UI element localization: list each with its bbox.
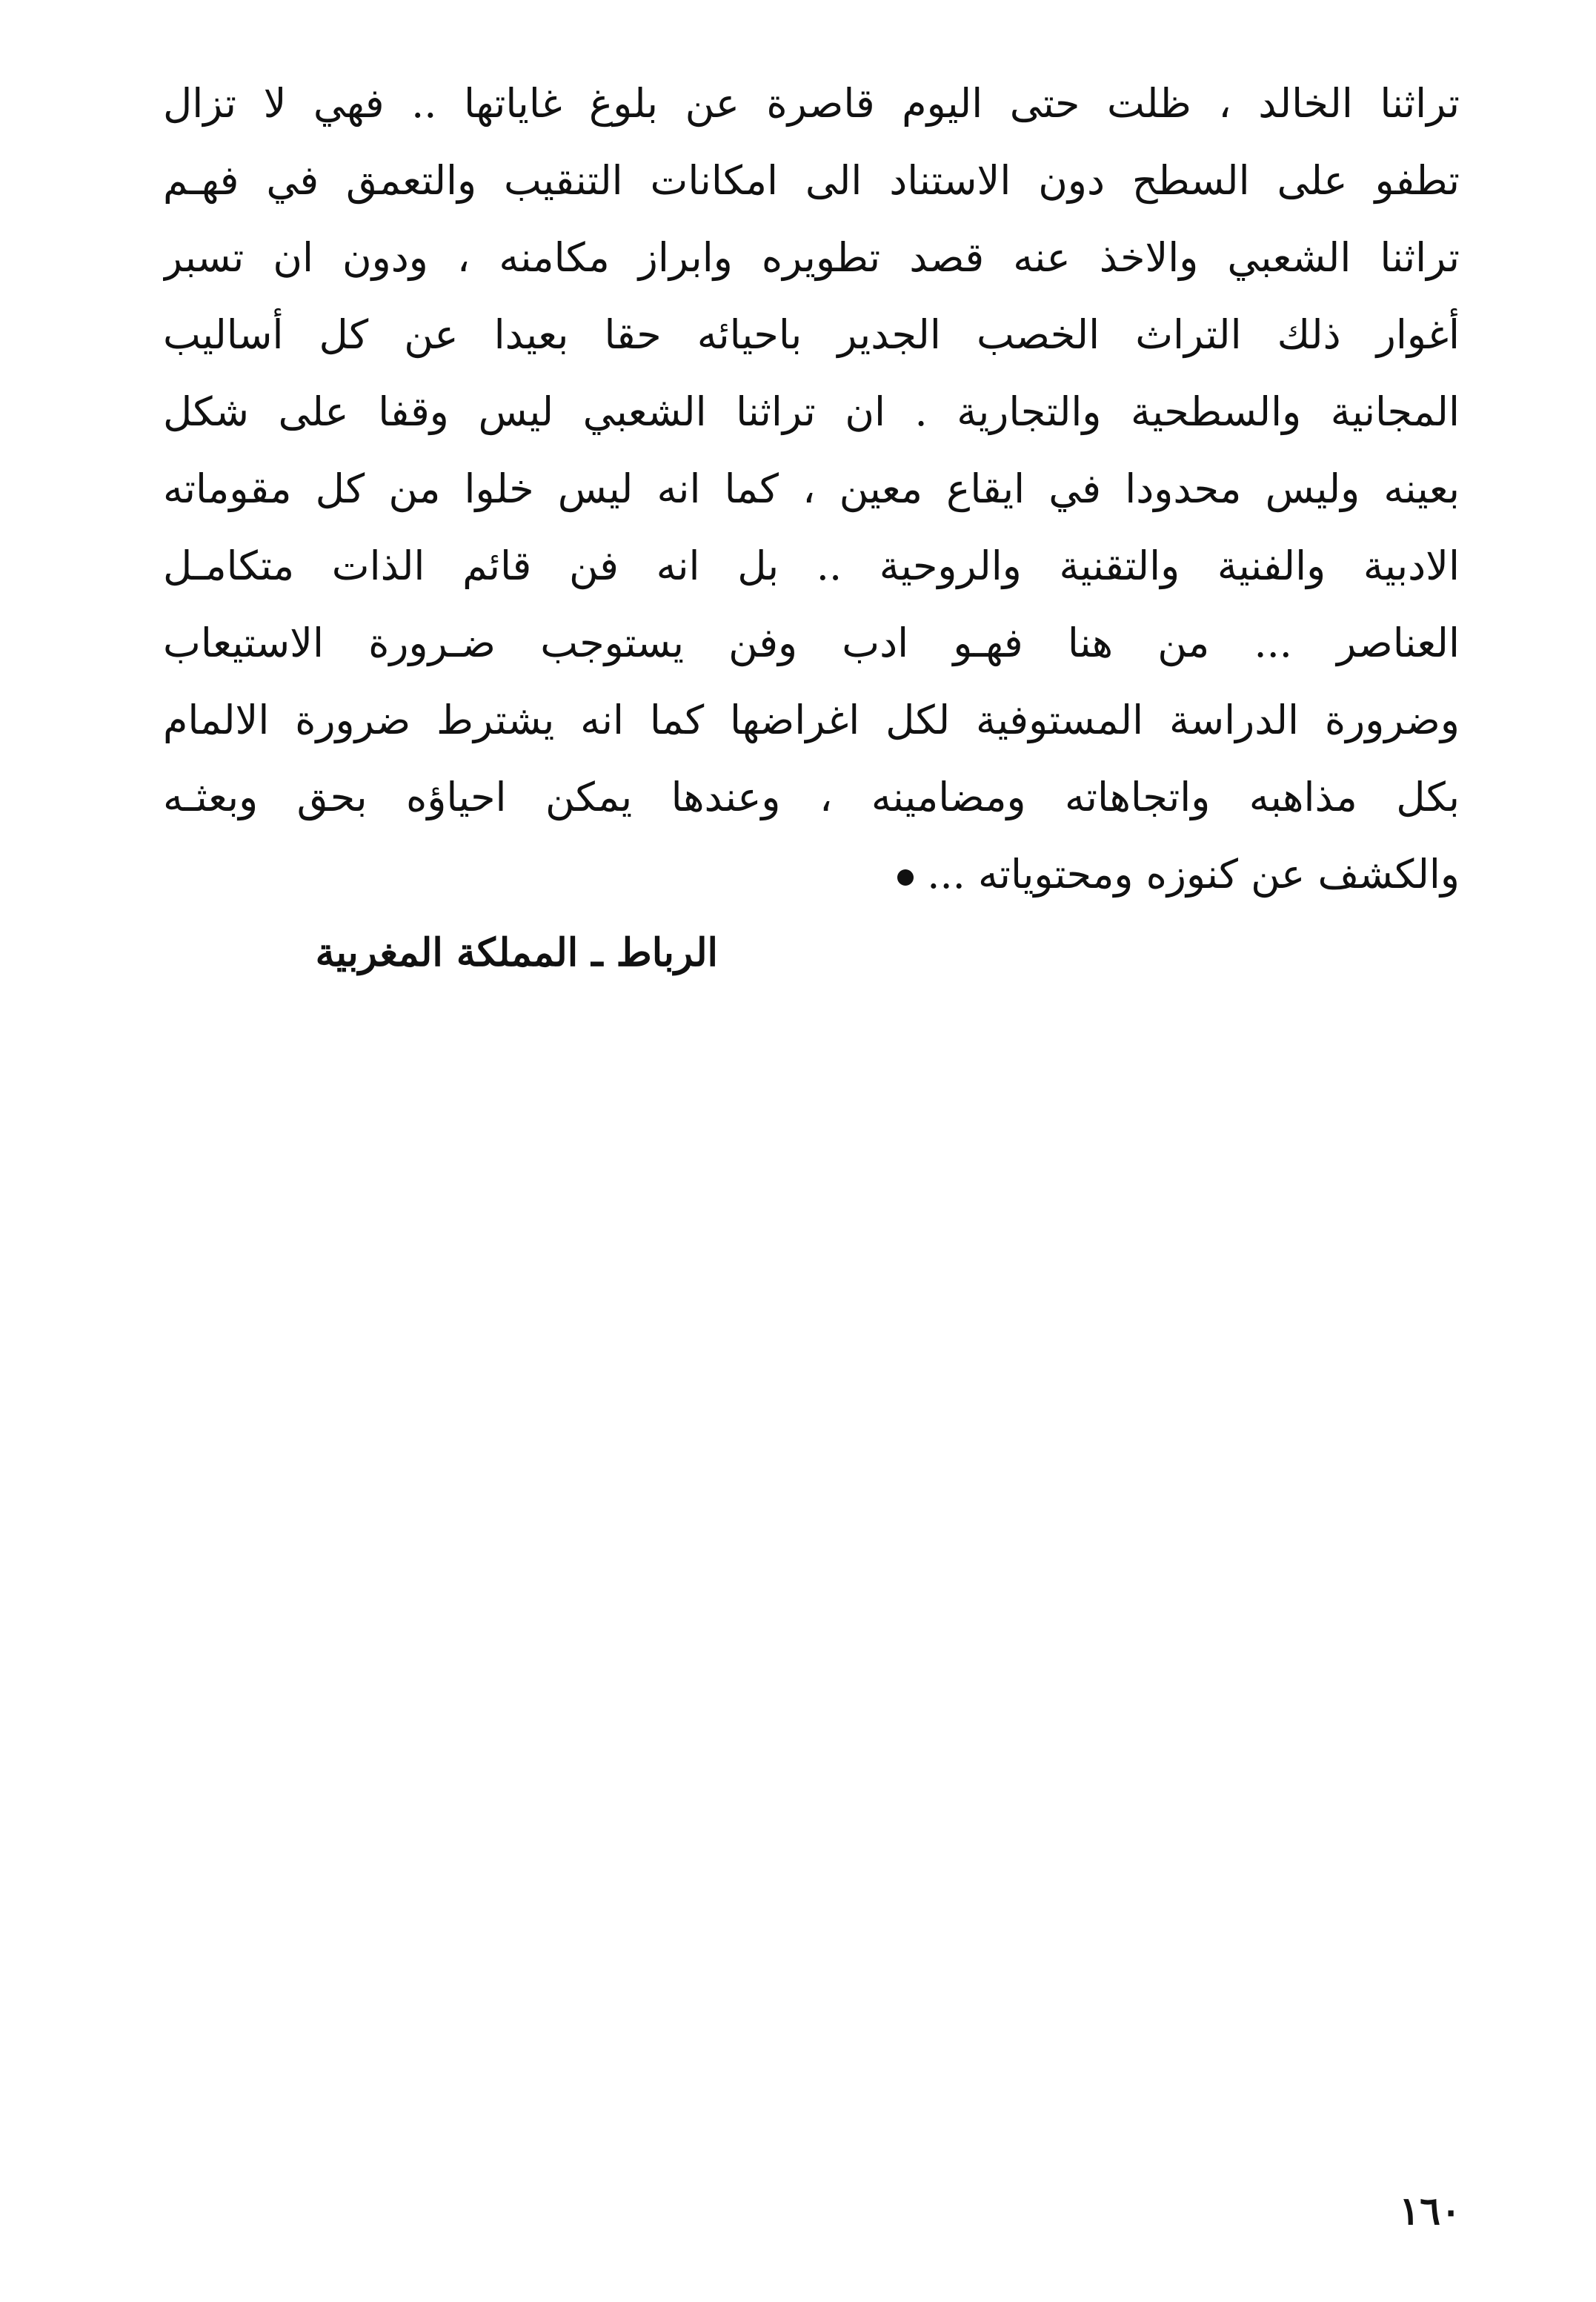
body-line-4: أغوار ذلك التراث الخصب الجدير باحيائه حقا بعيدا عن كل أساليب [163, 311, 1460, 358]
body-line-10: بكل مذاهبه واتجاهاته ومضامينه ، وعندها يمكن احياؤه بحق وبعثـه [163, 774, 1460, 820]
body-line-7: الادبية والفنية والتقنية والروحية .. بل انه فن قائم الذات متكامـل [163, 543, 1460, 589]
body-line-9: وضرورة الدراسة المستوفية لكل اغراضها كما انه يشترط ضرورة الالمام [163, 697, 1460, 743]
body-line-8: العناصر ... من هنا فهـو ادب وفن يستوجب ضـرورة الاستيعاب [163, 620, 1460, 666]
body-text [163, 65, 1460, 913]
body-line-3: تراثنا الشعبي والاخذ عنه قصد تطويره وابراز مكامنه ، ودون ان تسبر [163, 234, 1460, 281]
end-of-text-bullet-icon [897, 869, 914, 886]
body-line-5: المجانية والسطحية والتجارية . ان تراثنا الشعبي ليس وقفا على شكل [163, 388, 1460, 435]
body-line-11 [163, 836, 1460, 913]
body-line-11-text: والكشف عن كنوزه ومحتوياته ... [927, 851, 1460, 898]
body-line-2: تطفو على السطح دون الاستناد الى امكانات التنقيب والتعمق في فهـم [163, 157, 1460, 204]
body-line-1: تراثنا الخالد ، ظلت حتى اليوم قاصرة عن بلوغ غاياتها .. فهي لا تزال [163, 80, 1460, 127]
signature-location: الرباط ـ المملكة المغربية [315, 930, 718, 975]
body-line-6: بعينه وليس محدودا في ايقاع معين ، كما انه ليس خلوا من كل مقوماته [163, 465, 1460, 512]
page-number: ١٦٠ [1399, 2189, 1461, 2234]
